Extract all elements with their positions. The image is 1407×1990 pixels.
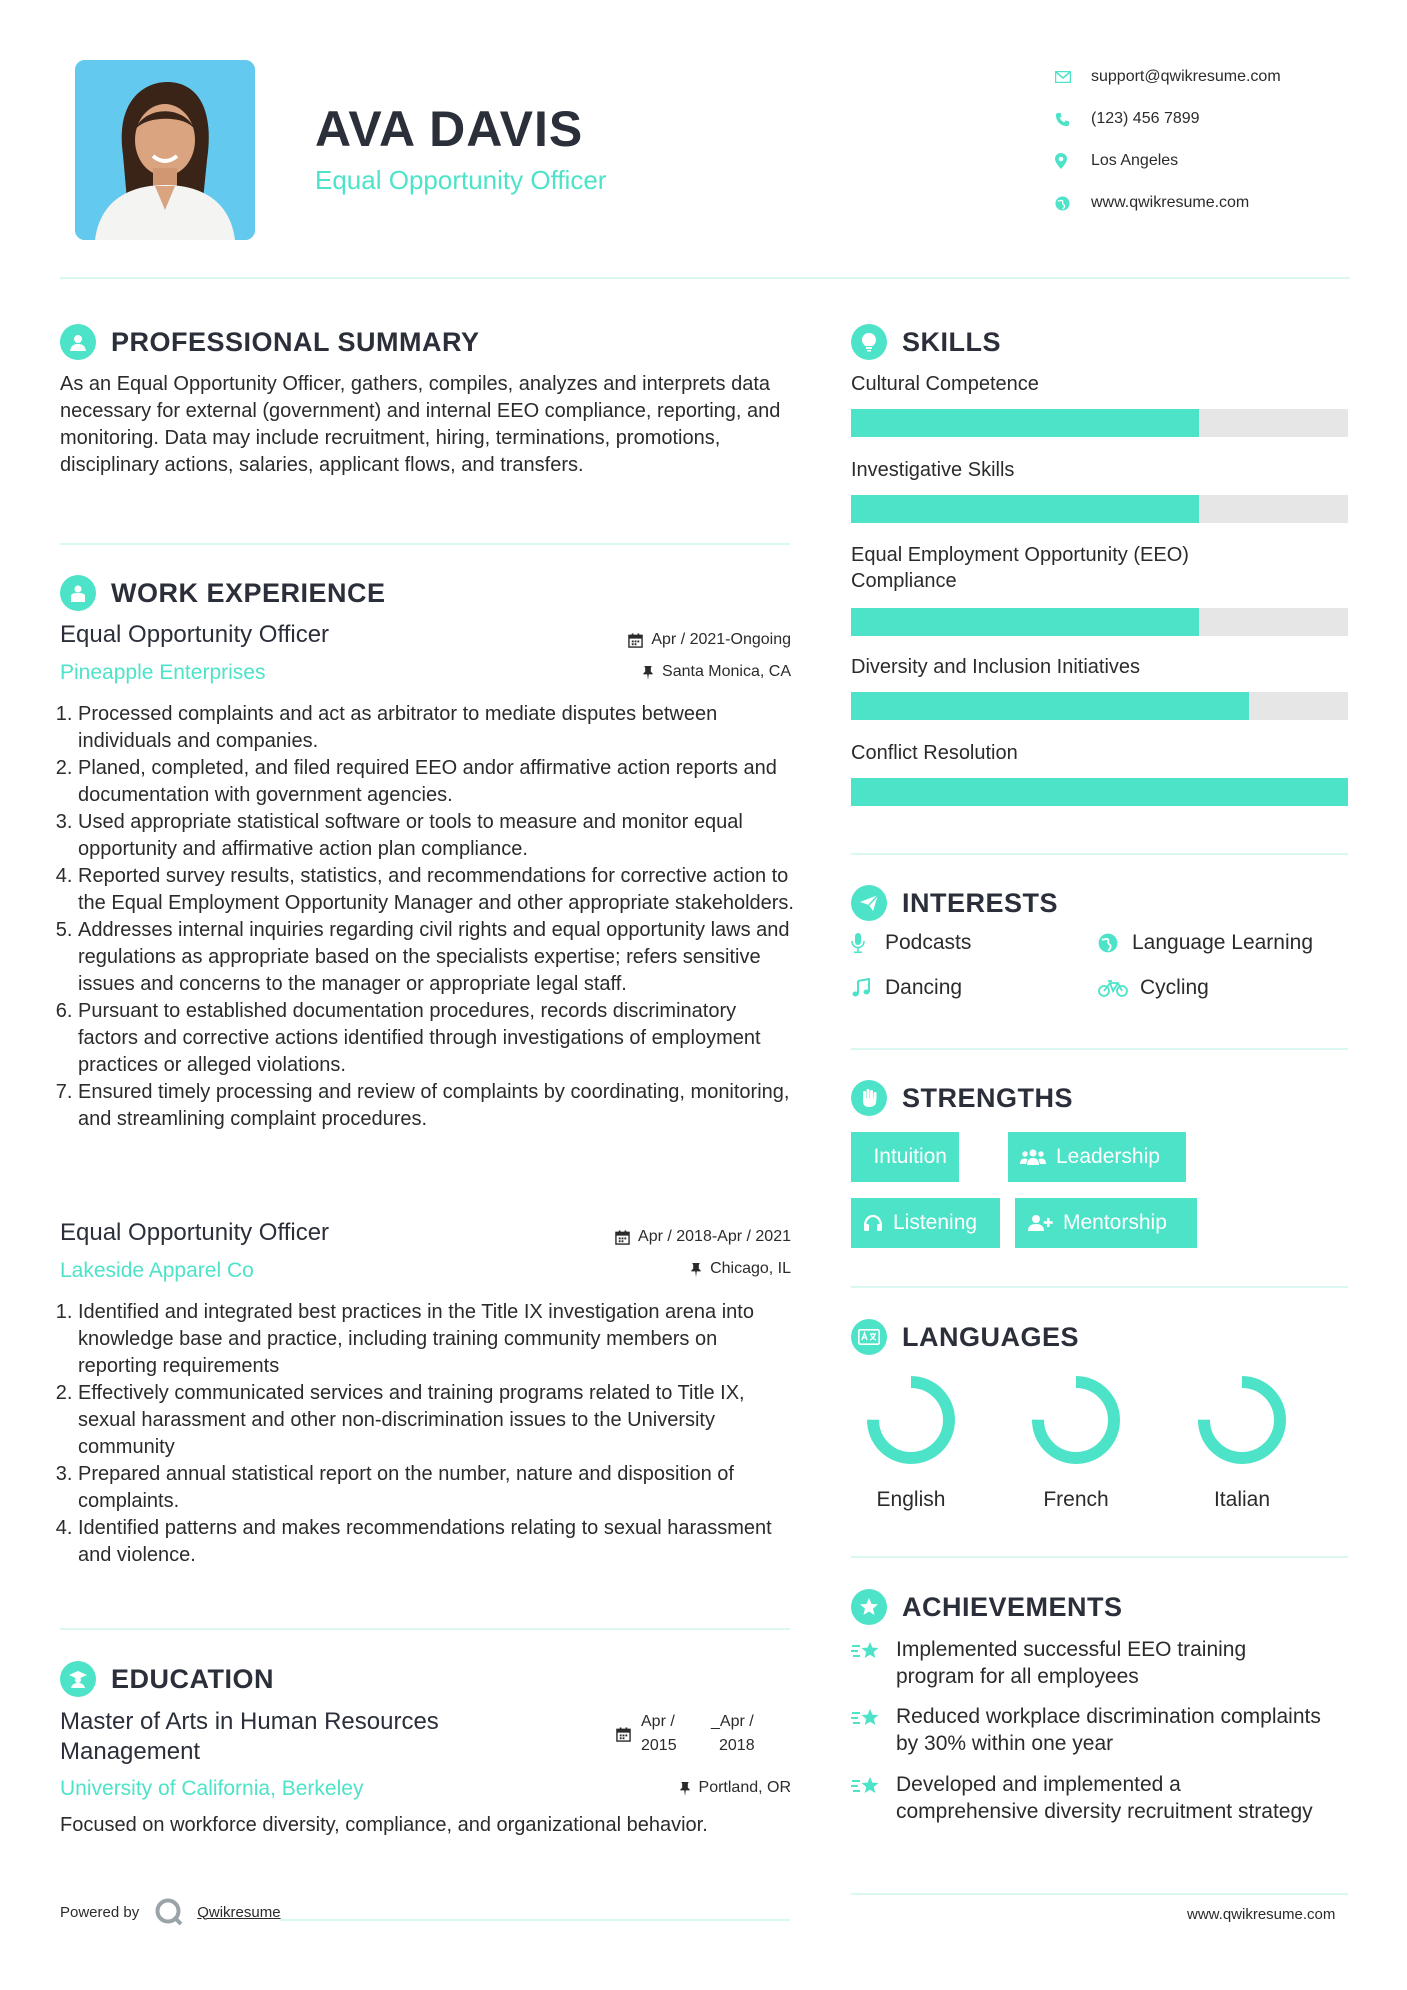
profile-photo (75, 60, 255, 240)
qwikresume-link[interactable]: Qwikresume (197, 1903, 281, 1921)
lightbulb-icon (851, 324, 887, 360)
interest-dancing: Dancing (851, 976, 962, 1000)
duty-item: 4. Reported survey results, statistics, and recommendations for corrective action to the Equal Employment Opportunity Manager and other appropriate stakeholders. (78, 863, 795, 917)
interest-podcasts: Podcasts (851, 931, 971, 955)
language-2-ring (1028, 1372, 1124, 1468)
duty-item: 3. Used appropriate statistical software or tools to measure and monitor equal opportunity and affirmative action plan compliance. (78, 809, 795, 863)
duty-item: 1. Identified and integrated best practices in the Title IX investigation arena into knowledge base and practice, including training community members on reporting requirements (78, 1299, 795, 1380)
skill-2-label: Investigative Skills (851, 459, 1015, 481)
candidate-name: AVA DAVIS (315, 101, 584, 157)
contact-location-text: Los Angeles (1091, 152, 1179, 169)
qwikresume-logo-icon (153, 1896, 185, 1928)
skill-1-label: Cultural Competence (851, 373, 1039, 395)
duty-item: 1. Processed complaints and act as arbitrator to mediate disputes between individuals and companies. (78, 701, 795, 755)
job-2-dates: Apr / 2018-Apr / 2021 (615, 1228, 791, 1246)
experience-heading: WORK EXPERIENCE (60, 575, 386, 611)
language-3-label: Italian (1213, 1488, 1271, 1511)
star-badge-icon (851, 1589, 887, 1625)
job-1-dates: Apr / 2021-Ongoing (628, 631, 791, 649)
education-location: Portland, OR (679, 1779, 791, 1797)
achievement-2: Reduced workplace discrimination complaints by 30% within one year (851, 1703, 1351, 1757)
bicycle-icon (1098, 979, 1132, 997)
job-2-title: Equal Opportunity Officer (60, 1219, 330, 1246)
pushpin-icon (679, 1781, 691, 1796)
job-1-company: Pineapple Enterprises (60, 661, 266, 684)
education-end: _Apr / 2018 (711, 1713, 755, 1754)
interest-cycling: Cycling (1098, 976, 1209, 1000)
interests-divider (851, 1048, 1348, 1050)
skill-3-bar (851, 608, 1348, 636)
strength-listening: Listening (851, 1198, 1000, 1248)
user-plus-icon (1027, 1214, 1053, 1232)
microphone-icon (851, 933, 885, 953)
skills-divider (851, 853, 1348, 855)
graduate-icon (60, 1661, 96, 1697)
footer-website[interactable]: www.qwikresume.com (1187, 1906, 1336, 1923)
contact-phone (1055, 98, 1355, 140)
strength-mentorship: Mentorship (1015, 1198, 1197, 1248)
strengths-divider (851, 1286, 1348, 1288)
contact-website (1055, 182, 1355, 224)
education-heading: EDUCATION (60, 1661, 274, 1697)
language-icon (851, 1319, 887, 1355)
powered-by: Powered by Qwikresume (60, 1896, 281, 1928)
header-divider (60, 277, 1350, 279)
skill-1-bar (851, 409, 1348, 437)
summary-divider (60, 543, 790, 545)
skill-5-bar (851, 778, 1348, 806)
summary-heading: PROFESSIONAL SUMMARY (60, 324, 480, 360)
globe-icon (1055, 196, 1091, 211)
job-2-company: Lakeside Apparel Co (60, 1259, 254, 1282)
pushpin-icon (690, 1262, 702, 1277)
contact-email (1055, 56, 1355, 98)
language-english (851, 1372, 971, 1512)
languages-divider (851, 1556, 1348, 1558)
skill-3-label: Equal Employment Opportunity (EEO) Compliance (851, 544, 1189, 592)
strength-leadership: Leadership (1008, 1132, 1186, 1182)
envelope-icon (1055, 71, 1091, 83)
duty-item: 5. Addresses internal inquiries regarding civil rights and equal opportunity laws and regulations as appropriate based on the specialists expertise; refers sensitive issues and concerns to the manager or appropriate legal staff. (78, 917, 795, 998)
shooting-star-icon (851, 1636, 896, 1669)
language-italian (1182, 1372, 1302, 1512)
education-description: Focused on workforce diversity, compliance, and organizational behavior. (60, 1814, 708, 1836)
pushpin-icon (642, 665, 654, 680)
language-1-ring (863, 1372, 959, 1468)
calendar-icon (615, 1230, 630, 1245)
paper-plane-icon (851, 885, 887, 921)
summary-text: As an Equal Opportunity Officer, gathers, compiles, analyzes and interprets data necessary for external (government) and internal EEO compliance, reporting, and monitoring. Data may include recruitment, hiring, terminations, promotions, disciplinary actions, salaries, applicant flows, and transfers. (60, 373, 781, 476)
achievement-1: Implemented successful EEO training program for all employees (851, 1636, 1351, 1690)
job-2-location: Chicago, IL (690, 1260, 791, 1278)
user-icon (60, 324, 96, 360)
duty-item: 2. Planed, completed, and filed required EEO andor affirmative action reports and documentation with government agencies. (78, 755, 795, 809)
education-degree: Master of Arts in Human Resources Management (60, 1708, 439, 1765)
shooting-star-icon (851, 1703, 896, 1736)
duty-item: 6. Pursuant to established documentation procedures, records discriminatory factors and corrective actions identified through investigations of employment practices or alleged violations. (78, 998, 795, 1079)
achievement-3: Developed and implemented a comprehensive diversity recruitment strategy (851, 1771, 1351, 1825)
skill-4-bar (851, 692, 1348, 720)
language-1-label: English (876, 1488, 946, 1511)
contact-block (1055, 56, 1355, 224)
map-pin-icon (1055, 153, 1091, 169)
contact-phone-text: (123) 456 7899 (1091, 110, 1200, 127)
language-2-label: French (1043, 1488, 1109, 1511)
calendar-icon (628, 633, 643, 648)
briefcase-user-icon (60, 575, 96, 611)
contact-website-text[interactable]: www.qwikresume.com (1091, 194, 1250, 211)
contact-location (1055, 140, 1355, 182)
raised-fist-icon (851, 1080, 887, 1116)
duty-item: 7. Ensured timely processing and review of complaints by coordinating, monitoring, and streamlining complaint procedures. (78, 1079, 795, 1133)
duty-item: 3. Prepared annual statistical report on the number, nature and disposition of complaints. (78, 1461, 795, 1515)
achievements-divider (851, 1893, 1348, 1895)
languages-heading: LANGUAGES (851, 1319, 1079, 1355)
skill-1-fill (851, 409, 1199, 437)
music-note-icon (851, 978, 885, 998)
candidate-title: Equal Opportunity Officer (315, 165, 607, 195)
contact-email-text[interactable]: support@qwikresume.com (1091, 68, 1281, 85)
duty-item: 2. Effectively communicated services and training programs related to Title IX, sexual harassment and other non-discrimination issues to the University community (78, 1380, 795, 1461)
education-start: Apr / 2015 (641, 1713, 677, 1754)
calendar-icon (616, 1727, 631, 1742)
headphones-icon (863, 1214, 883, 1232)
language-french (1016, 1372, 1136, 1512)
strengths-heading: STRENGTHS (851, 1080, 1073, 1116)
education-dates (616, 1710, 755, 1758)
skill-4-label: Diversity and Inclusion Initiatives (851, 656, 1141, 678)
skills-heading: SKILLS (851, 324, 1001, 360)
job-1-duties (60, 701, 795, 1133)
users-group-icon (1020, 1148, 1046, 1166)
skill-5-fill (851, 778, 1348, 806)
duty-item: 4. Identified patterns and makes recommendations relating to sexual harassment and violence. (78, 1515, 795, 1569)
education-school: University of California, Berkeley (60, 1777, 364, 1800)
job-1-location: Santa Monica, CA (642, 663, 791, 681)
footer-divider (280, 1919, 790, 1921)
language-3-ring (1194, 1372, 1290, 1468)
experience-divider (60, 1628, 790, 1630)
globe-icon (1098, 933, 1132, 953)
skill-2-bar (851, 495, 1348, 523)
skill-2-fill (851, 495, 1199, 523)
strength-intuition: Intuition (851, 1132, 959, 1182)
interests-heading: INTERESTS (851, 885, 1058, 921)
job-1-title: Equal Opportunity Officer (60, 621, 330, 648)
skill-5-label: Conflict Resolution (851, 742, 1018, 764)
job-2-duties (60, 1299, 795, 1569)
shooting-star-icon (851, 1771, 896, 1804)
skill-4-fill (851, 692, 1249, 720)
interest-language-learning: Language Learning (1098, 931, 1313, 955)
achievements-heading: ACHIEVEMENTS (851, 1589, 1123, 1625)
phone-icon (1055, 112, 1091, 127)
skill-3-fill (851, 608, 1199, 636)
